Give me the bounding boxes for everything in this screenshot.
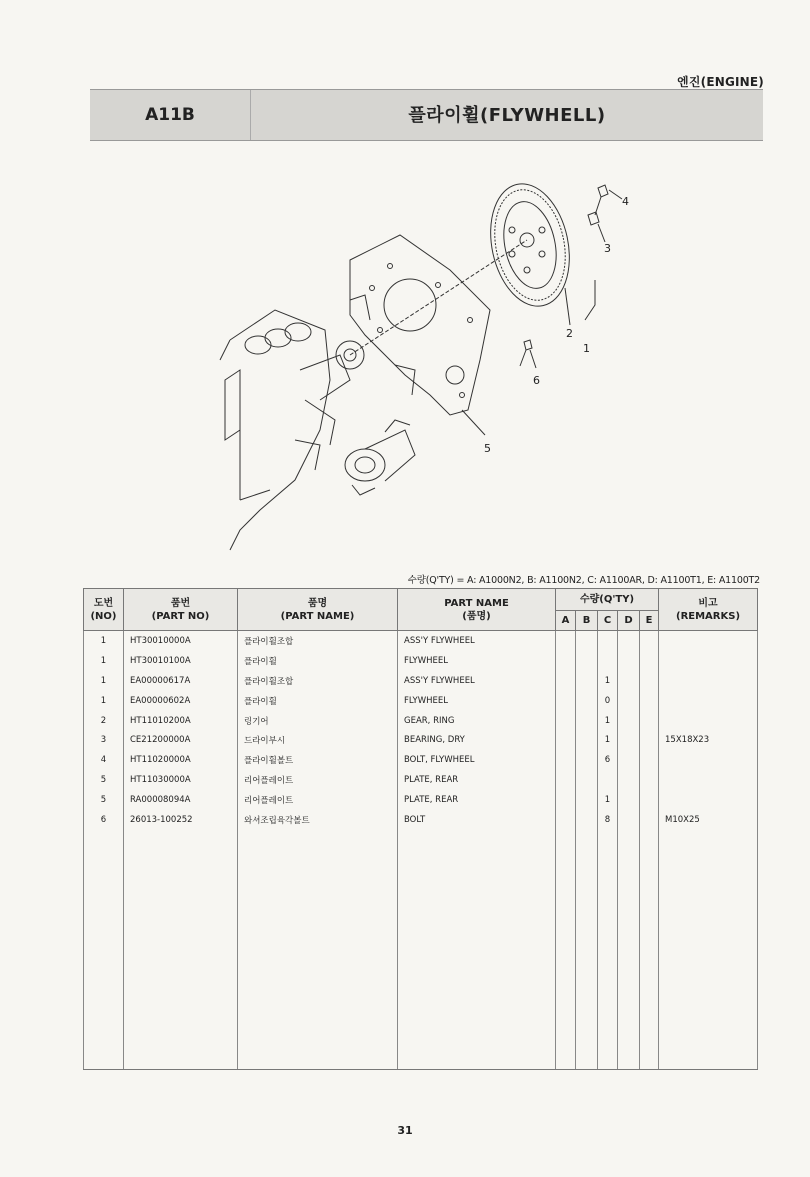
row-part-no: RA00008094A bbox=[124, 790, 238, 810]
empty-cell bbox=[398, 850, 556, 870]
empty-cell bbox=[398, 870, 556, 890]
empty-cell bbox=[124, 909, 238, 929]
row-part-no: CE21200000A bbox=[124, 730, 238, 750]
table-row-empty bbox=[84, 1049, 758, 1069]
empty-cell bbox=[640, 850, 659, 870]
empty-cell bbox=[640, 929, 659, 949]
empty-cell bbox=[598, 1049, 618, 1069]
empty-cell bbox=[124, 969, 238, 989]
empty-cell bbox=[618, 850, 640, 870]
row-part-no: HT30010000A bbox=[124, 631, 238, 651]
empty-cell bbox=[238, 830, 398, 850]
row-no: 5 bbox=[84, 790, 124, 810]
row-qty-b bbox=[576, 671, 598, 691]
empty-cell bbox=[640, 870, 659, 890]
row-qty-d bbox=[618, 790, 640, 810]
table-row-empty bbox=[84, 969, 758, 989]
empty-cell bbox=[398, 1049, 556, 1069]
empty-cell bbox=[576, 1049, 598, 1069]
row-qty-d bbox=[618, 810, 640, 830]
row-qty-a bbox=[556, 810, 576, 830]
empty-cell bbox=[598, 870, 618, 890]
row-qty-b bbox=[576, 691, 598, 711]
dry-bushing-drawing bbox=[588, 212, 599, 225]
row-name-kr: 링기어 bbox=[238, 711, 398, 731]
row-qty-b bbox=[576, 651, 598, 671]
row-qty-c bbox=[598, 651, 618, 671]
empty-cell bbox=[659, 909, 758, 929]
table-row bbox=[84, 631, 758, 651]
table-row bbox=[84, 691, 758, 711]
row-qty-e bbox=[640, 730, 659, 750]
col-name-kr-header: 품명 (PART NAME) bbox=[238, 589, 398, 631]
empty-cell bbox=[659, 870, 758, 890]
row-no: 6 bbox=[84, 810, 124, 830]
empty-cell bbox=[556, 969, 576, 989]
empty-cell bbox=[576, 909, 598, 929]
row-remarks bbox=[659, 631, 758, 651]
empty-cell bbox=[576, 1009, 598, 1029]
empty-cell bbox=[124, 1049, 238, 1069]
col-qty-header: 수량(Q'TY) bbox=[556, 589, 659, 611]
row-no: 3 bbox=[84, 730, 124, 750]
callout-4: 4 bbox=[622, 195, 629, 208]
col-qty-c-header: C bbox=[598, 610, 618, 631]
row-name-kr: 리어플레이트 bbox=[238, 770, 398, 790]
empty-cell bbox=[618, 890, 640, 910]
empty-cell bbox=[84, 1049, 124, 1069]
row-qty-e bbox=[640, 790, 659, 810]
row-part-no: HT30010100A bbox=[124, 651, 238, 671]
empty-cell bbox=[659, 850, 758, 870]
row-no: 1 bbox=[84, 691, 124, 711]
row-qty-c bbox=[598, 631, 618, 651]
row-qty-a bbox=[556, 651, 576, 671]
page-title: 플라이휠(FLYWHELL) bbox=[408, 105, 606, 126]
row-no: 2 bbox=[84, 711, 124, 731]
row-remarks bbox=[659, 790, 758, 810]
empty-cell bbox=[659, 929, 758, 949]
row-qty-d bbox=[618, 750, 640, 770]
table-row bbox=[84, 711, 758, 731]
empty-cell bbox=[618, 1009, 640, 1029]
row-qty-e bbox=[640, 711, 659, 731]
exploded-view-diagram bbox=[200, 170, 680, 560]
empty-cell bbox=[659, 830, 758, 850]
empty-cell bbox=[576, 929, 598, 949]
empty-cell bbox=[84, 830, 124, 850]
table-row-empty bbox=[84, 850, 758, 870]
row-name-kr: 플라이휠조합 bbox=[238, 671, 398, 691]
row-qty-c: 1 bbox=[598, 790, 618, 810]
empty-cell bbox=[618, 830, 640, 850]
row-qty-c: 1 bbox=[598, 730, 618, 750]
table-row-empty bbox=[84, 870, 758, 890]
table-row-empty bbox=[84, 1009, 758, 1029]
row-name-en: BOLT bbox=[398, 810, 556, 830]
empty-cell bbox=[398, 909, 556, 929]
table-row bbox=[84, 730, 758, 750]
empty-cell bbox=[124, 1009, 238, 1029]
empty-cell bbox=[556, 1009, 576, 1029]
empty-cell bbox=[598, 830, 618, 850]
empty-cell bbox=[659, 1049, 758, 1069]
col-no-header: 도번 (NO) bbox=[84, 589, 124, 631]
empty-cell bbox=[556, 1029, 576, 1049]
row-qty-b bbox=[576, 750, 598, 770]
table-row-empty bbox=[84, 929, 758, 949]
row-name-kr: 플라이휠 bbox=[238, 691, 398, 711]
row-qty-e bbox=[640, 691, 659, 711]
row-qty-d bbox=[618, 711, 640, 731]
empty-cell bbox=[640, 969, 659, 989]
empty-cell bbox=[556, 989, 576, 1009]
empty-cell bbox=[124, 949, 238, 969]
empty-cell bbox=[598, 1029, 618, 1049]
row-name-kr: 와셔조립육각볼트 bbox=[238, 810, 398, 830]
row-no: 1 bbox=[84, 671, 124, 691]
empty-cell bbox=[659, 1029, 758, 1049]
parts-table bbox=[83, 588, 758, 1070]
empty-cell bbox=[576, 830, 598, 850]
empty-cell bbox=[84, 969, 124, 989]
flywheel-drawing bbox=[480, 176, 580, 313]
empty-cell bbox=[618, 909, 640, 929]
row-remarks: M10X25 bbox=[659, 810, 758, 830]
col-qty-b-header: B bbox=[576, 610, 598, 631]
page-number: 31 bbox=[397, 1124, 413, 1137]
empty-cell bbox=[618, 949, 640, 969]
row-remarks bbox=[659, 750, 758, 770]
empty-cell bbox=[84, 890, 124, 910]
row-qty-c: 1 bbox=[598, 671, 618, 691]
row-name-kr: 플라이휠 bbox=[238, 651, 398, 671]
empty-cell bbox=[398, 1009, 556, 1029]
row-qty-a bbox=[556, 711, 576, 731]
empty-cell bbox=[84, 870, 124, 890]
empty-cell bbox=[124, 1029, 238, 1049]
table-row bbox=[84, 671, 758, 691]
empty-cell bbox=[598, 909, 618, 929]
row-part-no: HT11010200A bbox=[124, 711, 238, 731]
empty-cell bbox=[640, 830, 659, 850]
empty-cell bbox=[598, 850, 618, 870]
empty-cell bbox=[238, 909, 398, 929]
row-qty-b bbox=[576, 711, 598, 731]
row-qty-d bbox=[618, 730, 640, 750]
row-name-en: PLATE, REAR bbox=[398, 770, 556, 790]
row-qty-b bbox=[576, 790, 598, 810]
table-row bbox=[84, 750, 758, 770]
row-remarks bbox=[659, 770, 758, 790]
row-qty-a bbox=[556, 691, 576, 711]
row-name-en: ASS'Y FLYWHEEL bbox=[398, 671, 556, 691]
plate-bolt-drawing bbox=[520, 340, 532, 366]
row-qty-e bbox=[640, 651, 659, 671]
row-qty-d bbox=[618, 770, 640, 790]
empty-cell bbox=[576, 949, 598, 969]
row-qty-b bbox=[576, 770, 598, 790]
empty-cell bbox=[398, 969, 556, 989]
empty-cell bbox=[398, 890, 556, 910]
empty-cell bbox=[556, 890, 576, 910]
row-name-en: BOLT, FLYWHEEL bbox=[398, 750, 556, 770]
starter-motor-drawing bbox=[345, 420, 415, 495]
empty-cell bbox=[556, 850, 576, 870]
row-qty-d bbox=[618, 631, 640, 651]
empty-cell bbox=[124, 830, 238, 850]
row-remarks bbox=[659, 711, 758, 731]
empty-cell bbox=[618, 929, 640, 949]
row-name-en: ASS'Y FLYWHEEL bbox=[398, 631, 556, 651]
empty-cell bbox=[124, 890, 238, 910]
empty-cell bbox=[598, 989, 618, 1009]
empty-cell bbox=[84, 1009, 124, 1029]
empty-cell bbox=[576, 989, 598, 1009]
row-name-en: PLATE, REAR bbox=[398, 790, 556, 810]
empty-cell bbox=[124, 989, 238, 1009]
empty-cell bbox=[238, 870, 398, 890]
empty-cell bbox=[238, 989, 398, 1009]
empty-cell bbox=[618, 1049, 640, 1069]
empty-cell bbox=[556, 870, 576, 890]
row-qty-a bbox=[556, 631, 576, 651]
engine-block-drawing bbox=[220, 310, 364, 550]
empty-cell bbox=[640, 949, 659, 969]
empty-cell bbox=[84, 1029, 124, 1049]
callout-3: 3 bbox=[604, 242, 611, 255]
empty-cell bbox=[640, 909, 659, 929]
empty-cell bbox=[598, 949, 618, 969]
row-name-en: BEARING, DRY bbox=[398, 730, 556, 750]
empty-cell bbox=[84, 909, 124, 929]
empty-cell bbox=[640, 890, 659, 910]
empty-cell bbox=[238, 1049, 398, 1069]
rear-plate-drawing bbox=[350, 235, 490, 415]
table-row bbox=[84, 651, 758, 671]
empty-cell bbox=[238, 969, 398, 989]
empty-cell bbox=[598, 1009, 618, 1029]
row-qty-a bbox=[556, 770, 576, 790]
empty-cell bbox=[640, 989, 659, 1009]
col-qty-a-header: A bbox=[556, 610, 576, 631]
empty-cell bbox=[398, 929, 556, 949]
table-row bbox=[84, 770, 758, 790]
row-part-no: HT11020000A bbox=[124, 750, 238, 770]
row-part-no: HT11030000A bbox=[124, 770, 238, 790]
empty-cell bbox=[84, 850, 124, 870]
col-name-en-header: PART NAME (품명) bbox=[398, 589, 556, 631]
empty-cell bbox=[618, 870, 640, 890]
row-qty-c: 0 bbox=[598, 691, 618, 711]
empty-cell bbox=[640, 1009, 659, 1029]
table-row-empty bbox=[84, 949, 758, 969]
row-remarks bbox=[659, 671, 758, 691]
row-no: 4 bbox=[84, 750, 124, 770]
empty-cell bbox=[238, 850, 398, 870]
empty-cell bbox=[659, 1009, 758, 1029]
row-qty-e bbox=[640, 810, 659, 830]
row-qty-c: 6 bbox=[598, 750, 618, 770]
table-row-empty bbox=[84, 830, 758, 850]
empty-cell bbox=[576, 870, 598, 890]
row-name-kr: 플라이휠조합 bbox=[238, 631, 398, 651]
row-part-no: EA00000617A bbox=[124, 671, 238, 691]
empty-cell bbox=[556, 949, 576, 969]
empty-cell bbox=[238, 929, 398, 949]
row-no: 1 bbox=[84, 631, 124, 651]
empty-cell bbox=[398, 949, 556, 969]
row-qty-c: 1 bbox=[598, 711, 618, 731]
callout-6: 6 bbox=[533, 374, 540, 387]
col-remarks-header: 비고 (REMARKS) bbox=[659, 589, 758, 631]
empty-cell bbox=[659, 949, 758, 969]
row-qty-e bbox=[640, 671, 659, 691]
row-name-en: GEAR, RING bbox=[398, 711, 556, 731]
table-row-empty bbox=[84, 1029, 758, 1049]
row-qty-b bbox=[576, 730, 598, 750]
empty-cell bbox=[598, 969, 618, 989]
empty-cell bbox=[84, 949, 124, 969]
row-no: 5 bbox=[84, 770, 124, 790]
qty-legend: 수량(Q'TY) = A: A1000N2, B: A1100N2, C: A1100AR, D: A1100T1, E: A1100T2 bbox=[407, 575, 760, 586]
empty-cell bbox=[618, 989, 640, 1009]
row-qty-c bbox=[598, 770, 618, 790]
empty-cell bbox=[398, 830, 556, 850]
empty-cell bbox=[84, 989, 124, 1009]
empty-cell bbox=[640, 1049, 659, 1069]
row-qty-e bbox=[640, 631, 659, 651]
row-qty-d bbox=[618, 651, 640, 671]
row-qty-a bbox=[556, 790, 576, 810]
empty-cell bbox=[238, 890, 398, 910]
empty-cell bbox=[398, 989, 556, 1009]
row-qty-b bbox=[576, 631, 598, 651]
callout-2: 2 bbox=[566, 327, 573, 340]
header-band bbox=[90, 89, 763, 141]
row-remarks: 15X18X23 bbox=[659, 730, 758, 750]
row-part-no: 26013-100252 bbox=[124, 810, 238, 830]
empty-cell bbox=[576, 890, 598, 910]
empty-cell bbox=[576, 850, 598, 870]
empty-cell bbox=[124, 870, 238, 890]
row-qty-e bbox=[640, 770, 659, 790]
table-row-empty bbox=[84, 909, 758, 929]
empty-cell bbox=[238, 1029, 398, 1049]
empty-cell bbox=[556, 830, 576, 850]
section-label: 엔진(ENGINE) bbox=[677, 75, 764, 89]
row-name-kr: 드라이부시 bbox=[238, 730, 398, 750]
row-remarks bbox=[659, 651, 758, 671]
row-part-no: EA00000602A bbox=[124, 691, 238, 711]
row-name-kr: 리어플레이트 bbox=[238, 790, 398, 810]
table-row bbox=[84, 810, 758, 830]
empty-cell bbox=[398, 1029, 556, 1049]
empty-cell bbox=[556, 1049, 576, 1069]
flywheel-bolt-drawing bbox=[595, 185, 608, 215]
empty-cell bbox=[618, 969, 640, 989]
empty-cell bbox=[124, 850, 238, 870]
empty-cell bbox=[576, 969, 598, 989]
row-name-en: FLYWHEEL bbox=[398, 691, 556, 711]
table-row bbox=[84, 790, 758, 810]
empty-cell bbox=[556, 929, 576, 949]
row-remarks bbox=[659, 691, 758, 711]
row-qty-d bbox=[618, 671, 640, 691]
empty-cell bbox=[659, 890, 758, 910]
table-row-empty bbox=[84, 989, 758, 1009]
empty-cell bbox=[238, 949, 398, 969]
callout-1: 1 bbox=[583, 342, 590, 355]
group-code: A11B bbox=[90, 90, 251, 140]
row-qty-b bbox=[576, 810, 598, 830]
row-qty-a bbox=[556, 671, 576, 691]
callout-5: 5 bbox=[484, 442, 491, 455]
empty-cell bbox=[640, 1029, 659, 1049]
empty-cell bbox=[124, 929, 238, 949]
row-qty-d bbox=[618, 691, 640, 711]
table-row-empty bbox=[84, 890, 758, 910]
row-name-kr: 플라이휠볼트 bbox=[238, 750, 398, 770]
row-name-en: FLYWHEEL bbox=[398, 651, 556, 671]
empty-cell bbox=[659, 969, 758, 989]
row-qty-a bbox=[556, 730, 576, 750]
row-qty-e bbox=[640, 750, 659, 770]
empty-cell bbox=[659, 989, 758, 1009]
empty-cell bbox=[84, 929, 124, 949]
empty-cell bbox=[598, 929, 618, 949]
col-qty-d-header: D bbox=[618, 610, 640, 631]
row-no: 1 bbox=[84, 651, 124, 671]
col-part-no-header: 품번 (PART NO) bbox=[124, 589, 238, 631]
empty-cell bbox=[618, 1029, 640, 1049]
empty-cell bbox=[238, 1009, 398, 1029]
col-qty-e-header: E bbox=[640, 610, 659, 631]
empty-cell bbox=[556, 909, 576, 929]
row-qty-a bbox=[556, 750, 576, 770]
row-qty-c: 8 bbox=[598, 810, 618, 830]
empty-cell bbox=[576, 1029, 598, 1049]
empty-cell bbox=[598, 890, 618, 910]
